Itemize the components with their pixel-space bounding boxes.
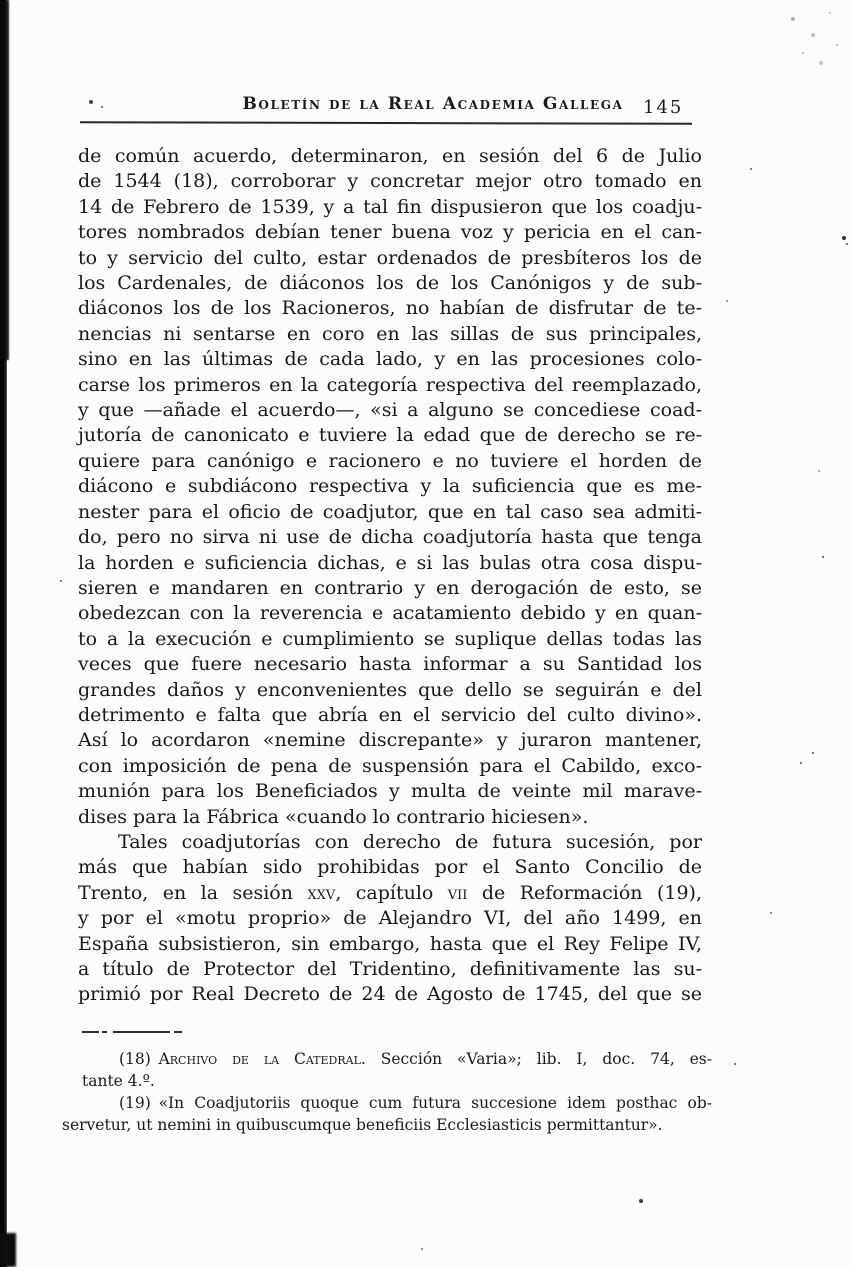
- text-line: sieren e mandaren en contrario y en derogación de esto, se: [78, 576, 702, 599]
- text-run: de Reformación (19),: [467, 881, 702, 904]
- small-caps-text: Archivo de la Catedral: [158, 1050, 361, 1068]
- text-line: Tales coadjutorías con derecho de futura sucesión, por: [118, 830, 702, 853]
- text-line: to y servicio del culto, estar ordenados de presbíteros los de: [78, 246, 702, 269]
- text-line: grandes daños y enconvenientes que dello se seguirán e del: [78, 678, 702, 701]
- scan-noise: [0, 0, 2, 2]
- text-run: Trento, en la sesión: [78, 881, 308, 904]
- text-line: diáconos los de los Racioneros, no habían de disfrutar de te-: [78, 297, 702, 320]
- text-line: nencias ni sentarse en coro en las sillas de sus principales,: [78, 322, 702, 345]
- paragraph-1: [78, 144, 702, 830]
- text-line: diácono e subdiácono respectiva y la suficiencia que es me-: [78, 475, 702, 498]
- text-line: España subsistieron, sin embargo, hasta que el Rey Felipe IV,: [78, 932, 702, 955]
- text-line: a título de Protector del Tridentino, definitivamente las su-: [78, 958, 702, 980]
- page-body: [78, 144, 702, 1008]
- rule-segment: [102, 1031, 107, 1033]
- rule-segment: [82, 1031, 99, 1033]
- text-line: de común acuerdo, determinaron, en sesión del 6 de Julio: [78, 145, 702, 167]
- text-line: y por el «motu proprio» de Alejandro VI, del año 1499, en: [78, 907, 702, 930]
- text-line: con imposición de pena de suspensión para el Cabildo, exco-: [78, 754, 702, 777]
- text-line: dises para la Fábrica «cuando lo contrario hiciesen».: [78, 805, 589, 828]
- text-line: primió por Real Decreto de 24 de Agosto de 1745, del que se: [78, 983, 702, 1006]
- text-line: nester para el oficio de coadjutor, que en tal caso sea admiti-: [78, 500, 702, 523]
- small-caps-text: vii: [447, 881, 468, 904]
- text-line: Así lo acordaron «nemine discrepante» y juraron mantener,: [78, 729, 702, 752]
- text-line: do, pero no sirva ni use de dicha coadjutoría hasta que tenga: [78, 526, 702, 549]
- text-line: sino en las últimas de cada lado, y en las procesiones colo-: [78, 348, 702, 371]
- text-line: veces que fuere necesario hasta informar a su Santidad los: [78, 653, 702, 676]
- binding-edge-top: [0, 0, 11, 360]
- text-line: to a la execución e cumplimiento se suplique dellas todas las: [78, 627, 702, 650]
- text-line: los Cardenales, de diáconos los de los Canónigos y de sub-: [78, 272, 702, 295]
- running-title: Boletín de la Real Academia Gallega: [242, 94, 624, 114]
- small-caps-text: xxv: [307, 881, 336, 904]
- text-line: tante 4.º.: [82, 1072, 155, 1090]
- text-line: tores nombrados debían tener buena voz y pericia en el can-: [78, 221, 702, 244]
- footnote-rule: [82, 1031, 182, 1033]
- page-number: 145: [643, 97, 684, 118]
- text-line: (19) «In Coadjutoriis quoque cum futura succesione idem posthac ob-: [119, 1094, 712, 1112]
- text-line: munión para los Beneficiados y multa de veinte mil marave-: [78, 780, 702, 803]
- rule-segment: [113, 1031, 170, 1033]
- text-line: más que habían sido prohibidas por el Santo Concilio de: [78, 856, 702, 879]
- text-line: obedezcan con la reverencia e acatamiento debido y en quan-: [78, 602, 702, 625]
- text-line: de 1544 (18), corroborar y concretar mejor otro tomado en: [78, 170, 702, 193]
- text-line: [78, 881, 702, 906]
- footnotes: [62, 1048, 712, 1136]
- text-line: jutoría de canonicato e tuviere la edad que de derecho se re-: [78, 424, 702, 447]
- text-line: quiere para canónigo e racionero e no tuviere el horden de: [78, 449, 702, 472]
- rule-segment: [174, 1031, 182, 1033]
- binding-edge-bottom: [0, 1233, 16, 1267]
- text-line: y que —añade el acuerdo—, «si a alguno se concediese coad-: [78, 399, 702, 422]
- text-line: servetur, ut nemini in quibuscumque beneficiis Ecclesiasticis permittantur».: [62, 1116, 663, 1134]
- text-run: , capítulo: [335, 881, 448, 904]
- header-rule: [80, 121, 692, 125]
- text-run: (18): [119, 1050, 159, 1068]
- text-line: la horden e suficiencia dichas, e si las bulas otra cosa dispu-: [78, 551, 702, 574]
- text-line: [62, 1048, 712, 1070]
- text-line: detrimento e falta que abría en el servicio del culto divino».: [78, 703, 702, 726]
- text-line: carse los primeros en la categoría respectiva del reemplazado,: [78, 373, 702, 396]
- paragraph-2: [78, 830, 702, 1008]
- text-run: . Sección «Varia»; lib. I, doc. 74, es-: [360, 1050, 712, 1068]
- text-line: 14 de Febrero de 1539, y a tal fin dispusieron que los coadju-: [78, 195, 702, 218]
